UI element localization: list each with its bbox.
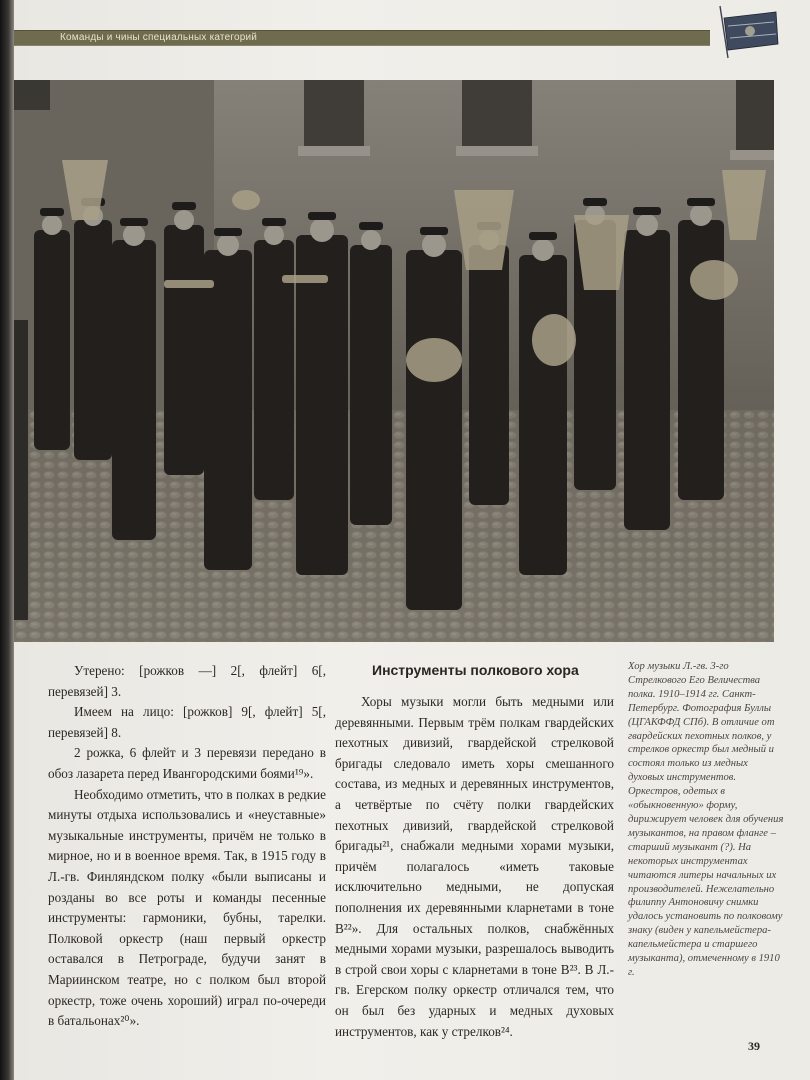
section-title: Инструменты полкового хора — [372, 662, 579, 678]
naval-flag-icon — [716, 4, 780, 60]
book-spine-shadow — [0, 0, 14, 1080]
page-number: 39 — [748, 1039, 760, 1053]
middle-text-column — [335, 692, 614, 1042]
paragraph-present-items: Имеем на лицо: [рожков] 9[, флейт] 5[, перевязей] 8. — [48, 704, 326, 740]
running-header-title: Команды и чины специальных категорий — [60, 32, 258, 43]
running-header — [14, 30, 710, 46]
paragraph-lost-items: Утерено: [рожков —] 2[, флейт] 6[, перевязей] 3. — [48, 663, 326, 699]
section-body: Хоры музыки могли быть медными или деревянными. Первым трём полкам гвардейских пехотных дивизий, гвардейской стрелковой бригады следовало иметь хоры смешанного состава, из медных и деревянных инструментов, а четвёртые по счёту полки гвардейских пехотных дивизий, гвардейской стрелковой бригады²¹, снабжали медными хорами музыки, причём полагалось «иметь таковые исключительно медными, не допуская пополнения их деревянными кларнетами в тоне B²²». Для остальных полков, снабжённых медными хорами музыки, разрешалось выводить в строй свои хоры с кларнетами в тоне B²³. В Л.-гв. Егерском полку оркестр отличался тем, что он был без ударных и медных духовых инструментов, как у стрелков²⁴. — [335, 694, 614, 1039]
paragraph-transferred-items: 2 рожка, 6 флейт и 3 перевязи передано в обоз лазарета перед Ивангородскими боями¹⁹». — [48, 745, 326, 781]
regimental-band-photo — [14, 80, 774, 642]
photo-caption: Хор музыки Л.-гв. 3-го Стрелкового Его Величества полка. 1910–1914 гг. Санкт-Петербург. Фотография Буллы (ЦГАКФФД СПб). В отличие от гвардейских пехотных полков, у стрелков оркестр был медный и состоял только из медных духовых инструментов. Оркестров, одетых в «обыкновенную» форму, дирижирует человек для обучения музыкантов, на правом фланге – старший музыкант (?). На некоторых инструментах читаются литеры начальных их производителей. Нежелательно филиппу Антоновичу снимки удалось установить по полковому знаку (виден у капельмейстера-капельмейстера и старшего музыканта), отмеченному в 1910 г. — [628, 661, 784, 978]
paragraph-unofficial-instruments: Необходимо отметить, что в полках в редкие минуты отдыха использовались и «неуставные» музыкальные инструменты, причём не только в мирное, но и в военное время. Так, в 1915 году в Л.-гв. Финляндском полку «были выписаны и розданы во все роты и команды песенные инструменты: гармоники, бубны, тарелки. Полковой оркестр (наш первый оркестр оставался в Петрограде, будучи занят в Мариинском театре, но с полком был второй оркестр, тоже очень хороший) играл по-очереди в батальонах²⁰». — [48, 786, 326, 1029]
left-text-column — [48, 661, 326, 1032]
